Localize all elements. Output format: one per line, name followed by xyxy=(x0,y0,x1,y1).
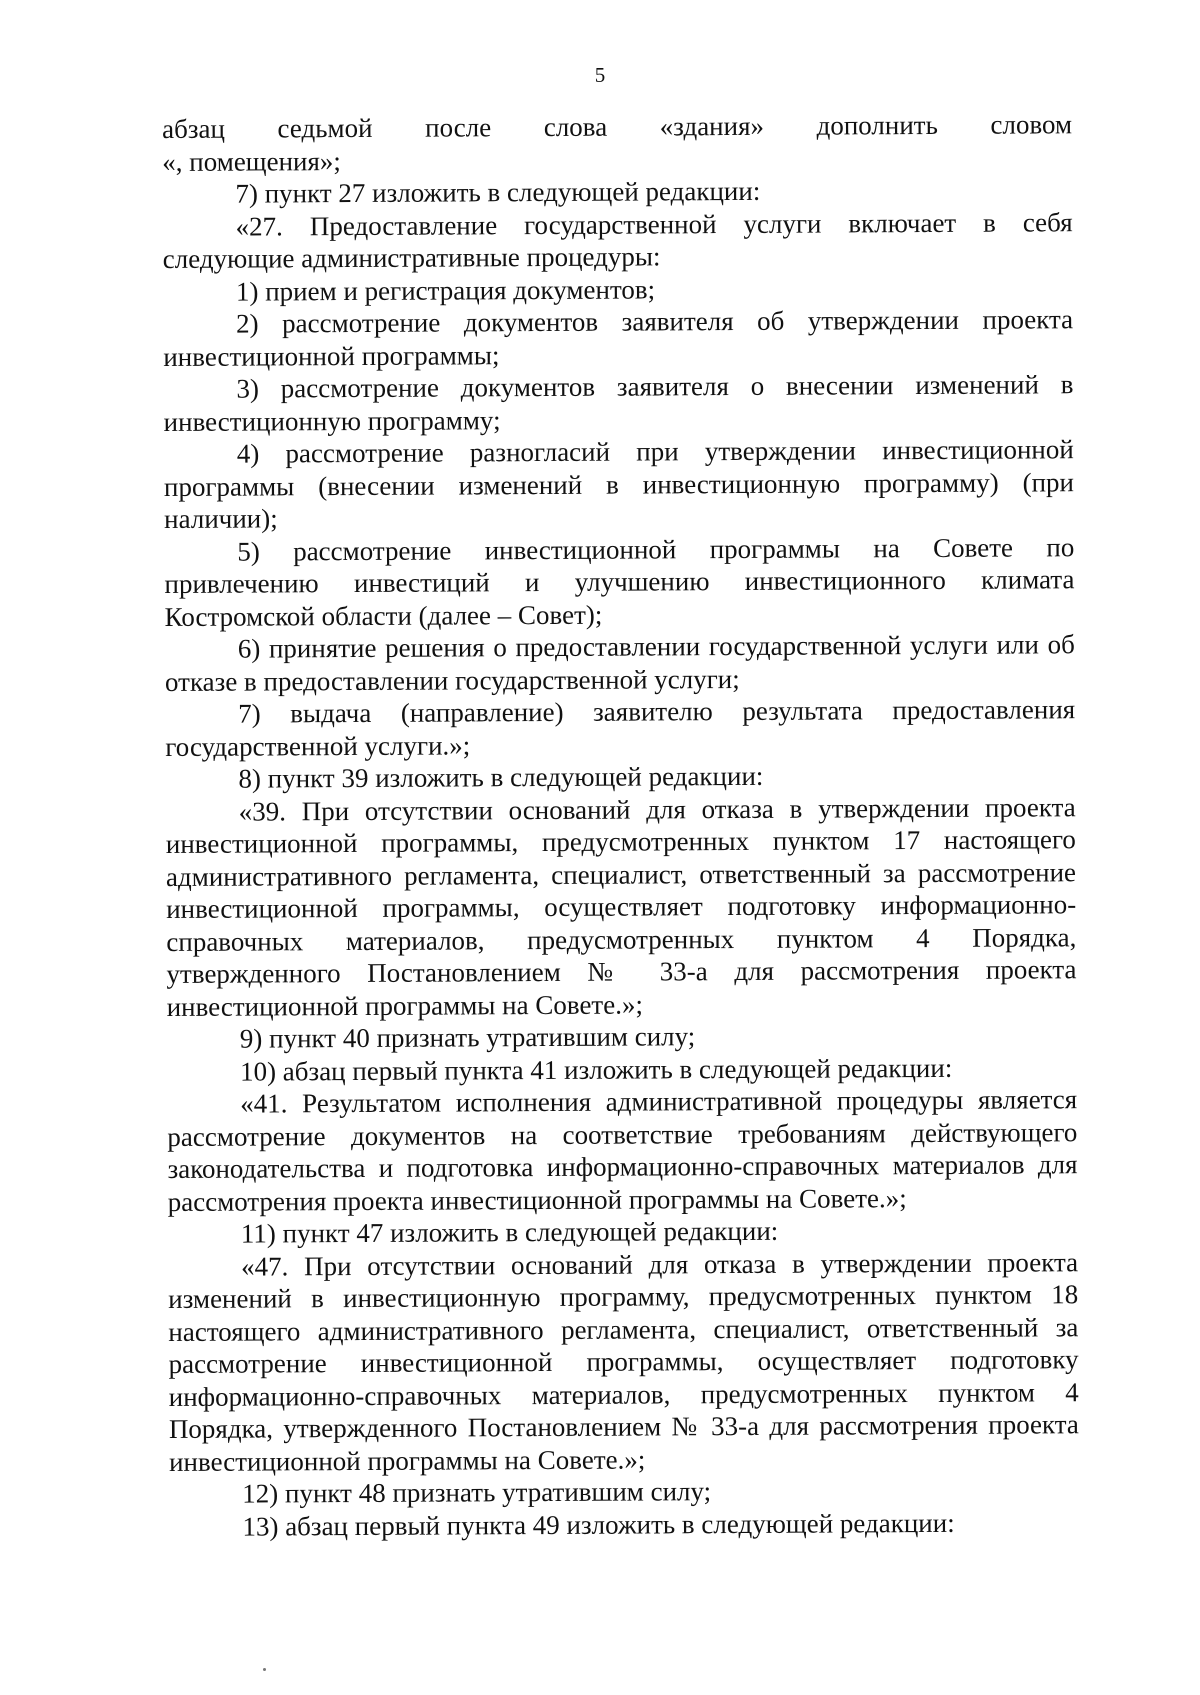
paragraph: 3) рассмотрение документов заявителя о внесении изменений в инвестиционную программу; xyxy=(163,369,1074,437)
paragraph: 4) рассмотрение разногласий при утверждении инвестиционной программы (внесении изменений в инвестиционную программу) (при наличии); xyxy=(163,434,1075,534)
paragraph: 10) абзац первый пункта 41 изложить в следующей редакции: xyxy=(239,1052,953,1087)
paragraph: «, помещения»; xyxy=(162,145,341,177)
paragraph: 2) рассмотрение документов заявителя об утверждении проекта инвестиционной программы; xyxy=(163,304,1074,372)
paragraph: 7) пункт 27 изложить в следующей редакции: xyxy=(235,175,761,209)
paragraph: «47. При отсутствии оснований для отказа в утверждении проекта изменений в инвестиционную программу, предусмотренных пунктом 18 настоящего административного регламента, специалист, ответственный за рассмотрение инвестиционной программы, осуществляет подготовку информационно-справочных материалов, предусмотренных пунктом 4 Порядка, утвержденного Постановлением № 33-а для рассмотрения проекта инвестиционной программы на Совете.»; xyxy=(168,1246,1079,1477)
paragraph: «27. Предоставление государственной услуги включает в себя следующие административные процедуры: xyxy=(162,206,1073,274)
paragraph: 9) пункт 40 признать утратившим силу; xyxy=(239,1021,696,1054)
paragraph: абзац седьмой после слова «здания» дополнить словом xyxy=(162,109,1073,144)
paragraph: 13) абзац первый пункта 49 изложить в следующей редакции: xyxy=(242,1507,955,1542)
document-body xyxy=(162,108,1079,1543)
paragraph: 11) пункт 47 изложить в следующей редакции: xyxy=(240,1215,779,1249)
paragraph: «41. Результатом исполнения административной процедуры является рассмотрение документов на соответствие требованиям действующего законодательства и подготовка информационно-справочных материалов для рассмотрения проекта инвестиционной программы на Совете.»; xyxy=(167,1084,1078,1217)
paragraph: 8) пункт 39 изложить в следующей редакции: xyxy=(238,760,764,794)
paragraph: «39. При отсутствии оснований для отказа в утверждении проекта инвестиционной программы, предусмотренных пунктом 17 настоящего административного регламента, специалист, ответственный за рассмотрение инвестиционной программы, осуществляет подготовку информационно-справочных материалов, предусмотренных пунктом 4 Порядка, утвержденного Постановлением № 33-а для рассмотрения проекта инвестиционной программы на Совете.»; xyxy=(165,791,1077,1022)
paragraph: 5) рассмотрение инвестиционной программы на Совете по привлечению инвестиций и улучшению инвестиционного климата Костромской области (далее – Совет); xyxy=(164,531,1075,632)
paragraph: 12) пункт 48 признать утратившим силу; xyxy=(242,1476,712,1509)
scan-speck xyxy=(263,1668,266,1671)
paragraph: 1) прием и регистрация документов; xyxy=(235,273,656,307)
page-number: 5 xyxy=(594,63,606,87)
paragraph: 7) выдача (направление) заявителю результата предоставления государственной услуги.»; xyxy=(165,694,1076,762)
paragraph: 6) принятие решения о предоставлении государственной услуги или об отказе в предоставлении государственной услуги; xyxy=(164,629,1075,697)
